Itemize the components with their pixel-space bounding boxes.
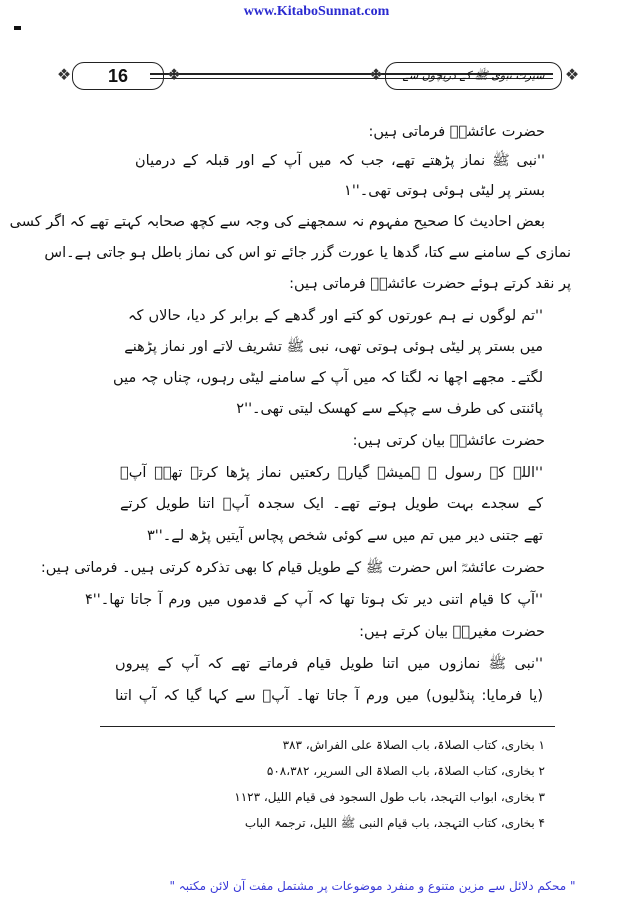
text-line: پائنتی کی طرف سے چپکے سے کھسک لیتی تھی۔''۲ [236,401,543,417]
footnote-divider [100,726,555,727]
text-line: کے سجدے بہت طویل ہوتے تھے۔ ایک سجدہ آپؐ اتنا طویل کرتے [120,496,543,512]
text-line: لگتے۔ مجھے اچھا نہ لگتا کہ میں آپ کے سامنے لیٹی رہوں، چناں چہ میں [113,370,543,386]
scan-mark [14,26,21,30]
watermark-url[interactable]: www.KitaboSunnat.com [243,4,390,19]
text-line: حضرت عائشہؓ بیان کرتی ہیں: [352,433,545,449]
footnote: ۲ بخاری، کتاب الصلاۃ، باب الصلاۃ الی السریر، ۵۰۸،۳۸۲ [266,764,545,778]
text-line: حضرت عائشہؓ اس حضرت ﷺ کے طویل قیام کا بھی تذکرہ کرتی ہیں۔ فرماتی ہیں: [40,560,545,576]
page-number: 16 [72,62,164,90]
footnote: ۱ بخاری، کتاب الصلاۃ، باب الصلاۃ علی الفراش، ۳۸۳ [282,738,545,752]
ornament-icon: ❖ [564,65,580,84]
footer-tagline: " محکم دلائل سے مزین متنوع و منفرد موضوعات پر مشتمل مفت آن لائن مکتبہ " [169,879,576,893]
footnote: ۴ بخاری، کتاب التہجد، باب قیام النبی ﷺ اللیل، ترجمۃ الباب [244,816,545,830]
text-line: پر نقد کرتے ہوئے حضرت عائشہؓ فرماتی ہیں: [289,276,571,292]
text-line: میں بستر پر لیٹی ہوئی ہوتی تھی، نبی ﷺ تشریف لاتے اور نماز پڑھنے [124,339,543,355]
text-line: ''نبی ﷺ نماز پڑھتے تھے، جب کہ میں آپ کے اور قبلہ کے درمیان [135,153,545,169]
text-line: ''نبی ﷺ نمازوں میں اتنا طویل قیام فرماتے تھے کہ آپ کے پیروں [115,656,543,672]
footnote: ۳ بخاری، ابواب التہجد، باب طول السجود فی قیام اللیل، ۱۱۲۳ [234,790,545,804]
text-line: تھے جتنی دیر میں تم میں سے کوئی شخص پچاس آیتیں پڑھ لے۔''۳ [146,528,543,544]
text-line: نمازی کے سامنے سے کتا، گدھا یا عورت گزر جائے تو اس کی نماز باطل ہو جاتی ہے۔اس [44,245,571,261]
ornament-icon: ❖ [368,65,384,84]
text-line: حضرت عائشہؓ فرماتی ہیں: [368,124,545,140]
text-line: بستر پر لیٹی ہوئی ہوتی تھی۔''۱ [344,183,545,199]
text-line: حضرت مغیرہؓ بیان کرتے ہیں: [359,624,545,640]
text-line: ''تم لوگوں نے ہم عورتوں کو کتے اور گدھے کے برابر کر دیا، حالاں کہ [128,308,543,324]
text-line: بعض احادیث کا صحیح مفہوم نہ سمجھنے کی وجہ سے کچھ صحابہ کہتے تھے کہ اگر کسی [9,214,545,230]
text-line: ''آپ کا قیام اتنی دیر تک ہوتا تھا کہ آپ کے قدموں میں ورم آ جاتا تھا۔''۴ [85,592,543,608]
ornament-icon: ❖ [56,65,72,84]
text-line: (یا فرمایا: پنڈلیوں) میں ورم آ جاتا تھا۔ آپؐ سے کہا گیا کہ آپ اتنا [115,688,543,704]
ornament-icon: ❖ [166,65,182,84]
running-title: سیرت نبوی ﷺ کے دریچوں سے [385,62,562,90]
text-line: ''اللہ کے رسول ﷺ ہمیشہ گیارہ رکعتیں نماز پڑھا کرتے تھے۔ آپؐ [120,465,543,481]
